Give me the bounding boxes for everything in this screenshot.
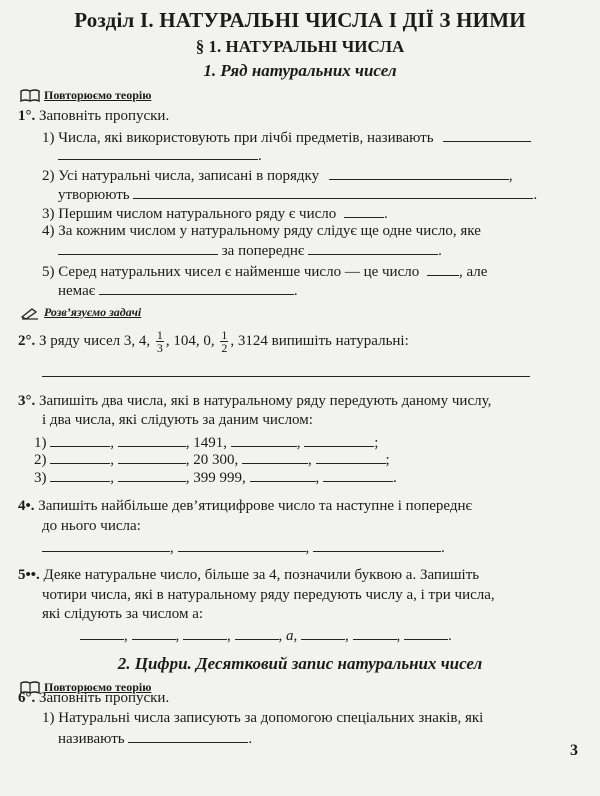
answer-blank[interactable]	[118, 449, 186, 464]
open-book-icon	[20, 89, 40, 103]
answer-blank[interactable]	[50, 432, 110, 447]
task5-text3-line	[42, 605, 203, 623]
given-number: 399 999,	[193, 470, 246, 486]
task1-heading	[18, 107, 169, 125]
task3-heading	[18, 392, 491, 410]
task2-number: 2°.	[18, 332, 36, 349]
answer-blank[interactable]	[50, 467, 110, 482]
task2-text2: , 104, 0,	[165, 332, 215, 349]
theory-label-2: Повторюємо теорію	[44, 680, 152, 694]
tasks-header	[20, 305, 141, 320]
answer-blank[interactable]	[313, 537, 441, 552]
variable-a: a,	[286, 628, 298, 644]
answer-blank[interactable]	[242, 449, 308, 464]
answer-blank[interactable]	[50, 449, 110, 464]
task1-item4-text2: за попереднє	[221, 243, 305, 259]
answer-blank[interactable]	[235, 625, 279, 640]
answer-blank[interactable]	[323, 467, 393, 482]
task2-text3: , 3124 випишіть натуральні:	[230, 332, 409, 349]
task4-text2-line	[42, 517, 141, 535]
subsection-title: 1. Ряд натуральних чисел	[203, 61, 397, 80]
answer-blank[interactable]	[99, 280, 294, 295]
task4-text: Запишіть найбільше дев’ятицифрове число та наступне і попереднє	[38, 498, 472, 514]
answer-blank[interactable]	[58, 240, 218, 255]
answer-blank[interactable]	[443, 127, 531, 142]
given-number: 20 300,	[193, 452, 239, 468]
task2-text: З ряду чисел 3, 4,	[39, 332, 151, 349]
chapter-title: Розділ I. НАТУРАЛЬНІ ЧИСЛА І ДІЇ З НИМИ	[74, 8, 526, 32]
answer-blank[interactable]	[118, 467, 186, 482]
row-label: 2)	[34, 452, 47, 468]
task1-item2-text: 2) Усі натуральні числа, записані в порядку	[42, 168, 320, 184]
task5-text2-line	[42, 586, 495, 604]
answer-blank[interactable]	[183, 625, 227, 640]
task1-item5-cont: немає .	[58, 280, 298, 300]
task6-item1-cont: називають .	[58, 728, 252, 748]
task3-row2: 2) , , 20 300, , ;	[34, 449, 390, 469]
pencil-notebook-icon	[20, 306, 40, 320]
task1-item3-text: 3) Першим числом натурального ряду є число	[42, 206, 337, 222]
task1-text: Заповніть пропуски.	[39, 108, 170, 124]
theory-label: Повторюємо теорію	[44, 88, 152, 102]
row-label: 3)	[34, 470, 47, 486]
theory-header	[20, 88, 151, 103]
task1-item2-cont: утворюють .	[58, 184, 537, 204]
task6-item1-text2: називають	[58, 731, 125, 747]
answer-blank[interactable]	[118, 432, 186, 447]
task3-row1: 1) , , 1491, , ;	[34, 432, 378, 452]
task1-item4-text: 4) За кожним числом у натуральному ряду слідує ще одне число, яке	[42, 223, 481, 239]
task4-number: 4•.	[18, 498, 35, 514]
task2-answer	[42, 362, 530, 382]
task6-item1-text: 1) Натуральні числа записують за допомогою спеціальних знаків, які	[42, 710, 484, 726]
task6-text: Заповніть пропуски.	[39, 690, 170, 706]
answer-blank[interactable]	[42, 537, 170, 552]
task1-item4-cont: за попереднє .	[58, 240, 442, 260]
task4-text2: до нього числа:	[42, 518, 141, 534]
task1-item1-text: 1) Числа, які використовують при лічбі предметів, називають	[42, 130, 434, 146]
task1-item2-text2: утворюють	[58, 187, 130, 203]
answer-blank[interactable]	[231, 432, 297, 447]
task1-item4	[42, 222, 481, 240]
task3-number: 3°.	[18, 393, 36, 409]
task6-number: 6°.	[18, 690, 36, 706]
tasks-label: Розв’язуємо задачі	[44, 305, 142, 319]
answer-blank[interactable]	[308, 240, 438, 255]
answer-blank[interactable]	[132, 625, 176, 640]
task2-heading	[18, 329, 409, 354]
answer-blank[interactable]	[404, 625, 448, 640]
answer-blank[interactable]	[329, 165, 509, 180]
fraction-one-third: $\frac{1}{3}$	[156, 328, 163, 355]
given-number: 1491,	[193, 435, 227, 451]
answer-blank[interactable]	[353, 625, 397, 640]
task6-item1	[42, 709, 483, 727]
task5-text3: які слідують за числом a:	[42, 606, 204, 622]
task1-item5-text3: немає	[58, 283, 96, 299]
task3-row3: 3) , , 399 999, , .	[34, 467, 397, 487]
task5-answer: , , , , a, , , .	[80, 625, 452, 645]
task1-item1-cont: .	[58, 145, 262, 165]
task3-text2-line	[42, 411, 313, 429]
task1-item5-text2: , але	[458, 264, 488, 280]
task1-item2: 2) Усі натуральні числа, записані в порядку ,	[42, 165, 513, 185]
page-number: 3	[570, 742, 578, 759]
answer-blank[interactable]	[344, 203, 384, 218]
task5-text2: чотири числа, які в натуральному ряду передують числу a, і три числа,	[42, 587, 495, 603]
task5-number: 5••.	[18, 567, 40, 583]
task1-item3: 3) Першим числом натурального ряду є число .	[42, 203, 388, 223]
task5-heading	[18, 566, 479, 584]
fraction-one-half: $\frac{1}{2}$	[221, 328, 228, 355]
task1-item5-text: 5) Серед натуральних чисел є найменше число — це число	[42, 264, 420, 280]
row-label: 1)	[34, 435, 47, 451]
answer-blank[interactable]	[133, 184, 533, 199]
task6-heading	[18, 689, 169, 707]
answer-blank[interactable]	[58, 145, 258, 160]
task5-text: Деяке натуральне число, більше за 4, позначили буквою a. Запишіть	[43, 567, 480, 583]
section-title: § 1. НАТУРАЛЬНІ ЧИСЛА	[195, 37, 405, 56]
task1-item1	[42, 127, 531, 147]
task4-heading	[18, 497, 472, 515]
answer-blank[interactable]	[80, 625, 124, 640]
task1-number: 1°.	[18, 108, 36, 124]
answer-blank[interactable]	[178, 537, 306, 552]
answer-blank[interactable]	[427, 261, 459, 276]
answer-blank[interactable]	[301, 625, 345, 640]
answer-blank[interactable]	[304, 432, 374, 447]
task3-text: Запишіть два числа, які в натуральному ряду передують даному числу,	[39, 393, 492, 409]
answer-blank[interactable]	[250, 467, 316, 482]
answer-blank[interactable]	[128, 728, 248, 743]
task1-item5	[42, 261, 487, 281]
task4-answer: , , .	[42, 537, 445, 557]
task3-text2: і два числа, які слідують за даним числом:	[42, 412, 313, 428]
subsection2-title: 2. Цифри. Десятковий запис натуральних чисел	[117, 654, 483, 673]
answer-blank[interactable]	[316, 449, 386, 464]
answer-blank[interactable]	[42, 362, 530, 377]
